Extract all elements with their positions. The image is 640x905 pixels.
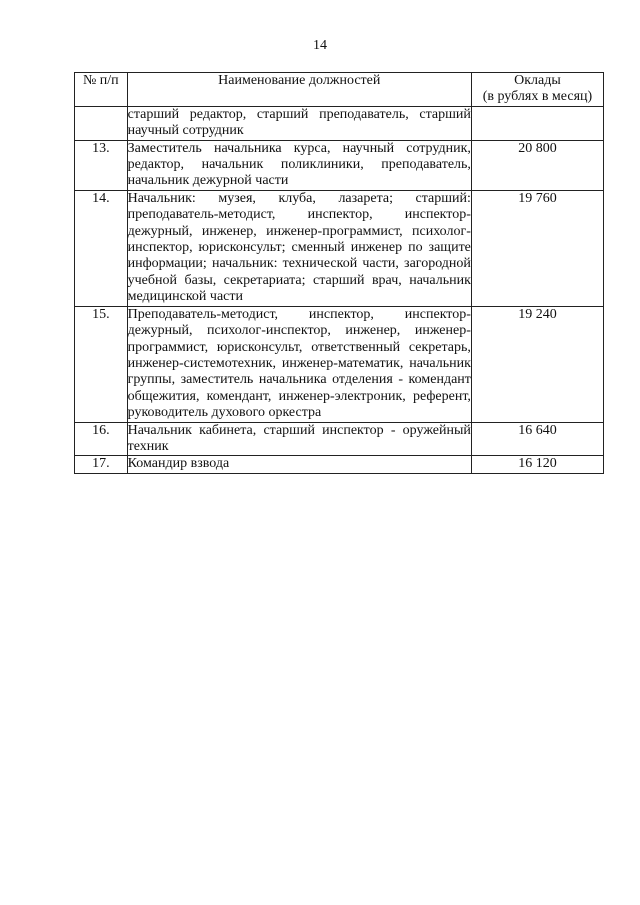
row-number: 15. (75, 306, 128, 422)
row-number: 17. (75, 456, 128, 473)
table-row (75, 306, 604, 422)
row-salary (471, 106, 603, 140)
row-salary: 19 240 (471, 306, 603, 422)
table-row (75, 190, 604, 306)
row-salary: 20 800 (471, 140, 603, 190)
table-row (75, 106, 604, 140)
header-number: № п/п (75, 73, 128, 107)
row-position: Заместитель начальника курса, научный сотрудник, редактор, начальник поликлиники, преподаватель, начальник дежурной части (127, 140, 471, 189)
row-salary: 16 120 (471, 456, 603, 473)
row-number (75, 106, 128, 140)
row-number: 13. (75, 140, 128, 190)
row-position: старший редактор, старший преподаватель, старший научный сотрудник (127, 106, 471, 139)
row-position: Командир взвода (127, 456, 471, 473)
row-salary: 19 760 (471, 190, 603, 306)
header-salary-line1: Оклады (514, 73, 561, 88)
row-number: 14. (75, 190, 128, 306)
page-number: 14 (313, 38, 327, 53)
row-position: Начальник: музея, клуба, лазарета; старший: преподаватель-методист, инспектор, инспектор-дежурный, инженер, инженер-программист, психолог-инспектор, юрисконсульт; сменный инженер по защите информации; начальник: технической части, загородной учебной базы, секретариата; старший врач, начальник медицинской части (127, 190, 471, 305)
header-position: Наименование должностей (127, 73, 471, 107)
header-salary (471, 73, 603, 107)
row-position: Начальник кабинета, старший инспектор - оружейный техник (127, 422, 471, 454)
positions-salary-table (74, 72, 604, 474)
row-number: 16. (75, 422, 128, 456)
table-row (75, 422, 604, 456)
table-row (75, 456, 604, 473)
table-row (75, 140, 604, 190)
table-header-row (75, 73, 604, 107)
row-salary: 16 640 (471, 422, 603, 456)
row-position: Преподаватель-методист, инспектор, инспектор-дежурный, психолог-инспектор, инженер, инженер-программист, юрисконсульт, ответственный секретарь, инженер-системотехник, инженер-математик, начальник группы, заместитель начальника отделения - комендант общежития, комендант, инженер-электроник, референт, руководитель духового оркестра (127, 306, 471, 421)
header-salary-line2: (в рублях в месяц) (482, 89, 593, 105)
